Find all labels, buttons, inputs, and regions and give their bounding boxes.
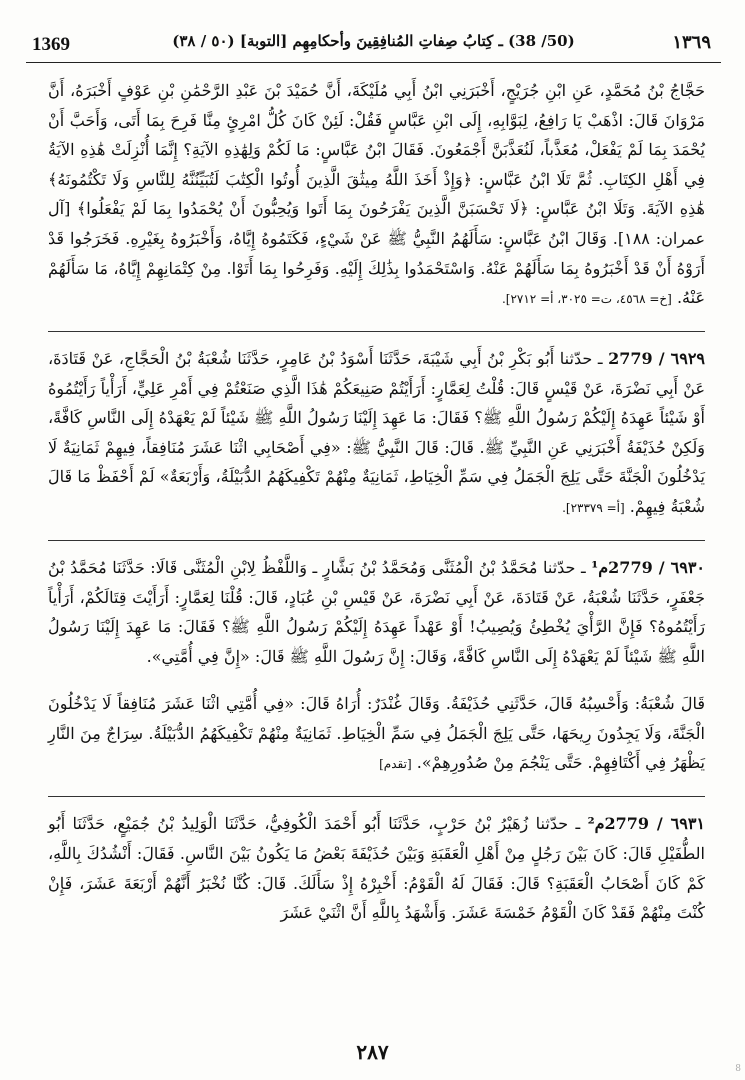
hadith-paragraph xyxy=(48,553,705,671)
hadith-number: ٦٩٣٠ / 2779م¹ xyxy=(591,557,705,577)
running-head: (50/ 38) ـ كِتابُ صِفاتِ المُنافِقِينَ وأحكامِهِم [التوبة] (٥٠ / ٣٨) xyxy=(172,32,575,50)
section-divider xyxy=(48,796,705,797)
section-divider xyxy=(48,331,705,332)
hadith-number: ٦٩٢٩ / 2779 xyxy=(608,349,706,369)
hadith-text: قَالَ شُعْبَةُ: وَأَحْسِبُهُ قَالَ، حَدَّثَنِي حُذَيْفَةُ. وَقَالَ غُنْدَرٌ: أُرَاهُ قَالَ: «فِي أُمَّتِي اثْنَا عَشَرَ مُنَافِقاً لَا يَدْخُلُونَ الْجَنَّةَ، وَلَا يَجِدُونَ رِيحَهَا، حَتَّى يَلِجَ الْجَمَلُ فِي سَمِّ الْخِيَاطِ. ثَمَانِيَةٌ مِنْهُمْ تَكْفِيكَهُمُ الدُّبَيْلَةُ. سِرَاجٌ مِنَ النَّارِ يَظْهَرُ فِي أَكْتَافِهِمْ. حَتَّى يَنْجُمَ مِنْ صُدُورِهِمْ». xyxy=(48,694,705,773)
page-body xyxy=(48,76,705,928)
cross-reference: [أ= ٢٣٣٧٩]. xyxy=(562,501,625,516)
page-footer-number: ٢٨٧ xyxy=(356,1040,389,1064)
hadith-text: ـ حدّثنا زُهَيْرُ بْنُ حَرْبٍ، حَدَّثَنَا أَبُو أَحْمَدَ الْكُوفِيُّ، حَدَّثَنَا الْوَلِيدُ بْنُ جُمَيْعٍ، حَدَّثَنَا أَبُو الطُّفَيْلِ قَالَ: كَانَ بَيْنَ رَجُلٍ مِنْ أَهْلِ الْعَقَبَةِ وَبَيْنَ حُذَيْفَةَ بَعْضُ مَا يَكُونُ بَيْنَ النَّاسِ. فَقَالَ: أَنْشُدُكَ بِاللَّهِ، كَمْ كَانَ أَصْحَابُ الْعَقَبَةِ؟ قَالَ: فَقَالَ لَهُ الْقَوْمُ: أَخْبِرْهُ إِذْ سَأَلَكَ. قَالَ: كُنَّا نُخْبَرُ أَنَّهُمْ أَرْبَعَةَ عَشَرَ، فَإِنْ كُنْتَ مِنْهُمْ فَقَدْ كَانَ الْقَوْمُ خَمْسَةَ عَشَرَ. وَأَشْهَدُ بِاللَّهِ أَنَّ اثْنَيْ عَشَرَ xyxy=(48,814,705,923)
hadith-text: حَجَّاجُ بْنُ مُحَمَّدٍ، عَنِ ابْنِ جُرَيْجٍ، أَخْبَرَنِي ابْنُ أَبِي مُلَيْكَةَ، أَنَّ حُمَيْدَ بْنَ عَبْدِ الرَّحْمَٰنِ بْنِ عَوْفٍ أَخْبَرَهُ، أَنَّ مَرْوَانَ قَالَ: اذْهَبْ يَا رَافِعُ، لِبَوَّابِهِ، إِلَى ابْنِ عَبَّاسٍ فَقُلْ: لَئِنْ كَانَ كُلُّ امْرِئٍ مِنَّا فَرِحَ بِمَا أَتَى، وَأَحَبَّ أَنْ يُحْمَدَ بِمَا لَمْ يَفْعَلْ، مُعَذَّباً، لَنُعَذَّبَنَّ أَجْمَعُونَ. فَقَالَ ابْنُ عَبَّاسٍ: مَا لَكُمْ وَلِهَٰذِهِ الآيَةِ؟ إِنَّمَا أُنْزِلَتْ هَٰذِهِ الآيَةُ فِي أَهْلِ الكِتَابِ. ثُمَّ تَلَا ابْنُ عَبَّاسٍ: ﴿وَإِذْ أَخَذَ اللَّهُ مِيثَٰقَ الَّذِينَ أُوتُوا الْكِتَٰبَ لَتُبَيِّنُنَّهُ لِلنَّاسِ وَلَا تَكْتُمُونَهُ﴾ هَٰذِهِ الآيَةَ. وَتَلَا ابْنُ عَبَّاسٍ: ﴿لَا تَحْسَبَنَّ الَّذِينَ يَفْرَحُونَ بِمَا أَتَوا وَيُحِبُّونَ أَنْ يُحْمَدُوا بِمَا لَمْ يَفْعَلُوا﴾ [آل عمران: ١٨٨]. وَقَالَ ابْنُ عَبَّاسٍ: سَأَلَهُمُ النَّبِيُّ ﷺ عَنْ شَيْءٍ، فَكَتَمُوهُ إِيَّاهُ، وَأَخْبَرُوهُ بِغَيْرِهِ. فَخَرَجُوا قَدْ أَرَوْهُ أَنْ قَدْ أَخْبَرُوهُ بِمَا سَأَلَهُمْ عَنْهُ. وَاسْتَحْمَدُوا بِذَٰلِكَ إِلَيْهِ. وَفَرِحُوا بِمَا أَتَوْا. مِنْ كِتْمَانِهِمْ إِيَّاهُ، مَا سَأَلَهُمْ عَنْهُ. xyxy=(48,81,706,308)
hadith-paragraph xyxy=(48,689,705,780)
cross-reference: [خ= ٤٥٦٨، ت= ٣٠٢٥، أ= ٢٧١٢]. xyxy=(501,292,672,307)
hadith-paragraph xyxy=(48,344,705,524)
page-header xyxy=(26,28,721,63)
page-number-arabic: ١٣٦٩ xyxy=(672,32,711,53)
hadith-number: ٦٩٣١ / 2779م² xyxy=(587,814,705,834)
hadith-paragraph xyxy=(48,809,705,927)
page-number-latin: 1369 xyxy=(32,34,70,55)
hadith-paragraph xyxy=(48,76,705,315)
scan-mark: 8 xyxy=(735,1064,741,1074)
cross-reference: [تقدم] xyxy=(379,757,412,772)
paragraph-gap xyxy=(48,671,705,689)
hadith-text: ـ حدّثنا مُحَمَّدُ بْنُ الْمُثَنَّى وَمُحَمَّدُ بْنُ بَشَّارٍ ـ وَاللَّفْظُ لِابْنِ الْمُثَنَّى قَالَا: حَدَّثَنَا مُحَمَّدُ بْنُ جَعْفَرٍ، حَدَّثَنَا شُعْبَةُ، عَنْ قَتَادَةَ، عَنْ أَبِي نَضْرَةَ، عَنْ قَيْسِ بْنِ عُبَادٍ، قَالَ: قُلْنَا لِعَمَّارٍ: أَرَأَيْتَ قِتَالَكُمْ، أَرَأْياً رَأَيْتُمُوهُ؟ فَإِنَّ الرَّأْيَ يُخْطِئُ وَيُصِيبُ! أَوْ عَهْداً عَهِدَهُ إِلَيْكُمْ رَسُولُ اللَّهِ ﷺ؟ فَقَالَ: مَا عَهِدَ إِلَيْنَا رَسُولُ اللَّهِ ﷺ شَيْئاً لَمْ يَعْهَدْهُ إِلَى النَّاسِ كَافَّةً، وَقَالَ: إِنَّ رَسُولَ اللَّهِ ﷺ قَالَ: «إِنَّ فِي أُمَّتِي». xyxy=(48,557,705,666)
section-divider xyxy=(48,540,705,541)
hadith-text: ـ حدّثنا أَبُو بَكْرِ بْنُ أَبِي شَيْبَةَ، حَدَّثَنَا أَسْوَدُ بْنُ عَامِرٍ، حَدَّثَنَا شُعْبَةُ بْنُ الْحَجَّاجِ، عَنْ قَتَادَةَ، عَنْ أَبِي نَضْرَةَ، عَنْ قَيْسٍ قَالَ: قُلْتُ لِعَمَّارٍ: أَرَأَيْتُمْ صَنِيعَكُمْ هَٰذَا الَّذِي صَنَعْتُمْ فِي أَمْرِ عَلِيٍّ، أَرَأْياً رَأَيْتُمُوهُ أَوْ شَيْئاً عَهِدَهُ إِلَيْكُمْ رَسُولُ اللَّهِ ﷺ؟ فَقَالَ: مَا عَهِدَ إِلَيْنَا رَسُولُ اللَّهِ ﷺ شَيْئاً لَمْ يَعْهَدْهُ إِلَى النَّاسِ كَافَّةً، وَلَكِنْ حُذَيْفَةُ أَخْبَرَنِي عَنِ النَّبِيِّ ﷺ. قَالَ: قَالَ النَّبِيُّ ﷺ: «فِي أَصْحَابِي اثْنَا عَشَرَ مُنَافِقاً، فِيهِمْ ثَمَانِيَةٌ لَا يَدْخُلُونَ الْجَنَّةَ حَتَّى يَلِجَ الْجَمَلُ فِي سَمِّ الْخِيَاطِ، ثَمَانِيَةٌ مِنْهُمْ تَكْفِيكَهُمُ الدُّبَيْلَةُ، وَأَرْبَعَةٌ» لَمْ أَحْفَظْ مَا قَالَ شُعْبَةُ فِيهِمْ. xyxy=(48,349,706,517)
